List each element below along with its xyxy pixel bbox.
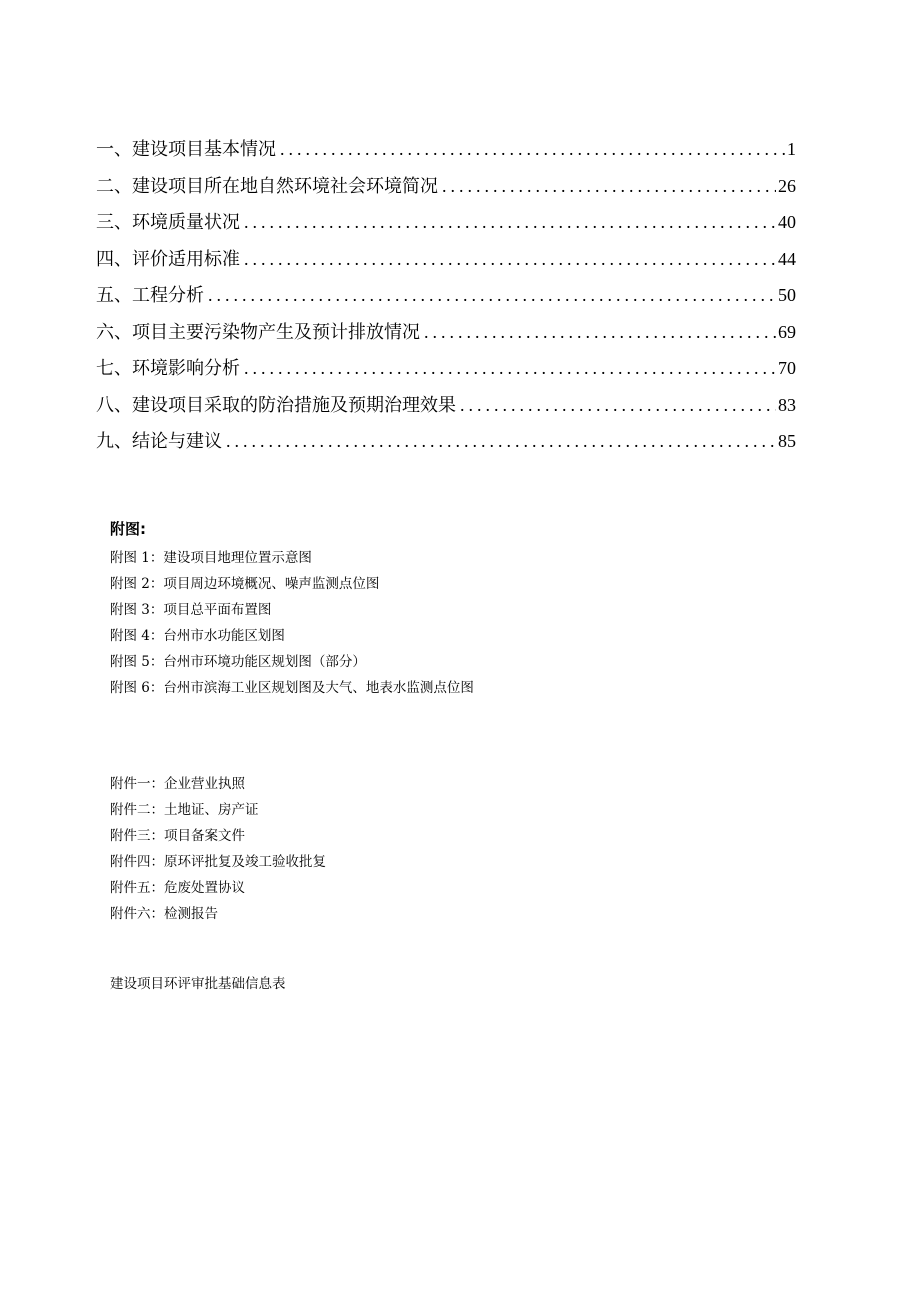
toc-dot-leader <box>460 395 776 416</box>
toc-entry-page: 83 <box>778 394 796 415</box>
attachment-item-2: 附件二：土地证、房产证 <box>110 802 259 818</box>
basic-info-table-title: 建设项目环评审批基础信息表 <box>110 976 286 992</box>
toc-entry-title: 六、项目主要污染物产生及预计排放情况 <box>96 321 420 343</box>
toc-entry-title: 四、评价适用标准 <box>96 248 240 270</box>
figure-item-6: 附图 6：台州市滨海工业区规划图及大气、地表水监测点位图 <box>110 680 474 696</box>
toc-entry-page: 44 <box>778 248 796 269</box>
toc-entry-8[interactable] <box>96 391 796 428</box>
toc-entry-5[interactable] <box>96 281 796 318</box>
attachment-item-3: 附件三：项目备案文件 <box>110 828 245 844</box>
attachment-item-5: 附件五：危废处置协议 <box>110 880 245 896</box>
toc-entry-7[interactable] <box>96 354 796 391</box>
attachment-item-1: 附件一：企业营业执照 <box>110 776 245 792</box>
toc-dot-leader <box>244 249 776 270</box>
figure-item-3: 附图 3：项目总平面布置图 <box>110 602 272 618</box>
toc-dot-leader <box>424 322 776 343</box>
toc-entry-title: 七、环境影响分析 <box>96 358 240 379</box>
attachment-item-4: 附件四：原环评批复及竣工验收批复 <box>110 854 326 870</box>
toc-entry-1[interactable] <box>96 135 796 172</box>
toc-entry-4[interactable] <box>96 245 796 282</box>
toc-dot-leader <box>442 176 776 197</box>
toc-entry-page: 50 <box>778 285 796 305</box>
toc-entry-page: 1 <box>787 139 796 159</box>
toc-entry-page: 26 <box>778 175 796 196</box>
figure-item-1: 附图 1：建设项目地理位置示意图 <box>110 550 312 566</box>
toc-entry-title: 九、结论与建议 <box>96 431 222 452</box>
toc-dot-leader <box>208 285 776 306</box>
toc-entry-page: 85 <box>778 431 796 451</box>
attachment-item-6: 附件六：检测报告 <box>110 906 218 922</box>
toc-dot-leader <box>226 431 776 452</box>
toc-entry-page: 70 <box>778 358 796 378</box>
toc-entry-page: 40 <box>778 212 796 232</box>
toc-dot-leader <box>244 358 776 379</box>
toc-entry-title: 八、建设项目采取的防治措施及预期治理效果 <box>96 394 456 416</box>
figure-item-2: 附图 2：项目周边环境概况、噪声监测点位图 <box>110 576 380 592</box>
toc-dot-leader <box>280 139 785 160</box>
toc-dot-leader <box>244 212 776 233</box>
figure-item-5: 附图 5：台州市环境功能区规划图（部分） <box>110 654 366 670</box>
toc-entry-title: 三、环境质量状况 <box>96 212 240 233</box>
toc-entry-page: 69 <box>778 321 796 342</box>
toc-entry-9[interactable] <box>96 427 796 464</box>
toc-entry-3[interactable] <box>96 208 796 245</box>
table-of-contents <box>96 135 796 464</box>
toc-entry-2[interactable] <box>96 172 796 209</box>
toc-entry-6[interactable] <box>96 318 796 355</box>
toc-entry-title: 五、工程分析 <box>96 285 204 306</box>
attachments-list <box>110 771 326 927</box>
toc-entry-title: 一、建设项目基本情况 <box>96 139 276 160</box>
figure-item-4: 附图 4：台州市水功能区划图 <box>110 628 285 644</box>
figures-heading: 附图: <box>110 520 146 538</box>
toc-entry-title: 二、建设项目所在地自然环境社会环境简况 <box>96 175 438 197</box>
figures-list <box>110 545 474 701</box>
